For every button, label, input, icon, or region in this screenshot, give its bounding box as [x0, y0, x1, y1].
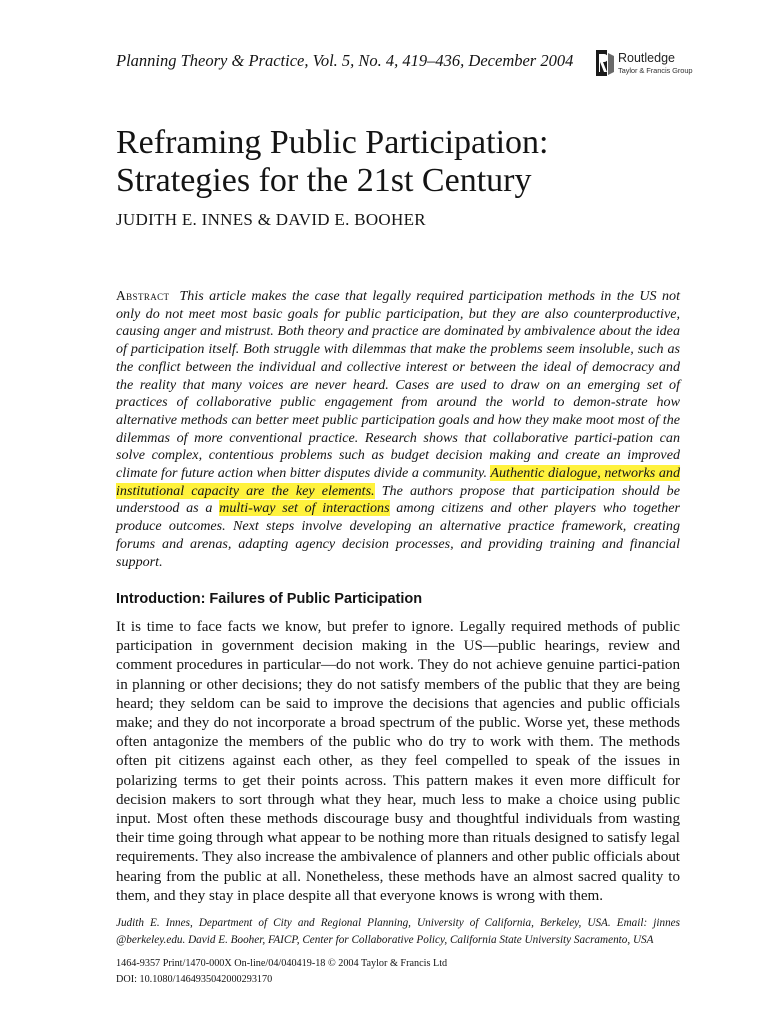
article-title	[116, 124, 716, 200]
article-title-line-1: Reframing Public Participation:	[116, 124, 549, 161]
article-title-line-2: Strategies for the 21st Century	[116, 162, 532, 199]
abstract-text-2: The authors propose that participation should be understood as a	[116, 482, 680, 517]
abstract	[116, 287, 680, 571]
publisher-name: Routledge	[618, 51, 675, 65]
publication-info	[116, 956, 447, 987]
section-heading: Introduction: Failures of Public Participation	[116, 591, 423, 607]
abstract-label: Abstract	[116, 288, 170, 303]
abstract-text-3: among citizens and other players who together produce outcomes. Next steps involve developing an alternative practice framework, creating forums and arenas, adapting agency decision processes, and providing training and financial support.	[116, 500, 681, 570]
abstract-highlight-1: Authentic dialogue, networks and institutional capacity are the key elements.	[116, 465, 680, 499]
abstract-highlight-2: multi-way set of interactions	[219, 500, 390, 517]
doi-line: DOI: 10.1080/1464935042000293170	[116, 973, 273, 985]
author-affiliation: Judith E. Innes, Department of City and Regional Planning, University of California, Berkeley, USA. Email: jinnes @berkeley.edu. David E. Booher, FAICP, Center for Collaborative Policy, California State University Sacramento, USA	[116, 917, 680, 946]
section-body: It is time to face facts we know, but prefer to ignore. Legally required methods of public participation in government decision making in the US—public hearings, review and comment procedures in particular—do not work. They do not achieve genuine partici-pation in planning or other decisions; they do not satisfy members of the public that they are being heard; they seldom can be said to improve the decisions that agencies and public officials make; and they do not incorporate a broad spectrum of the public. Worse yet, these methods often antagonize the members of the public who do try to work with them. The methods often pit citizens against each other, as they feel compelled to speak of the issues in polarizing terms to get their points across. This pattern makes it even more difficult for decision makers to sort through what they hear, much less to make a choice using public input. Most often these methods discourage busy and thoughtful individuals from wasting their time going through what appear to be nothing more than rituals designed to satisfy legal requirements. They also increase the ambivalence of planners and other public officials about hearing from the public at all. Nonetheless, these methods have an almost sacred quality to them, and they stay in place despite all that everyone knows is wrong with them.	[116, 619, 680, 904]
abstract-text-1: This article makes the case that legally required participation methods in the US not only do not meet most basic goals for public participation, but they are also counterproductive, causing anger and mistrust. Both theory and practice are dominated by ambivalence about the idea of participation itself. Both struggle with dilemmas that make the problems seem insoluble, such as the conflict between the individual and collective interest or between the ideal of democracy and the reality that many voices are never heard. Cases are used to draw on an emerging set of practices of collaborative public engagement from around the world to demon-strate how alternative methods can better meet public participation goals and how they make moot most of the dilemmas of more conventional practice. Research shows that collaborative partici-pation can solve complex, contentious problems such as budget decision making and create an improved climate for future action when bitter disputes divide a community.	[116, 288, 680, 482]
issn-line: 1464-9357 Print/1470-000X On-line/04/040419-18 © 2004 Taylor & Francis Ltd	[116, 958, 448, 969]
article-authors: JUDITH E. INNES & DAVID E. BOOHER	[116, 210, 426, 229]
publisher-group: Taylor & Francis Group	[618, 66, 693, 75]
routledge-logo-icon	[596, 50, 616, 76]
journal-citation: Planning Theory & Practice, Vol. 5, No. 4, 419–436, December 2004	[116, 51, 574, 70]
